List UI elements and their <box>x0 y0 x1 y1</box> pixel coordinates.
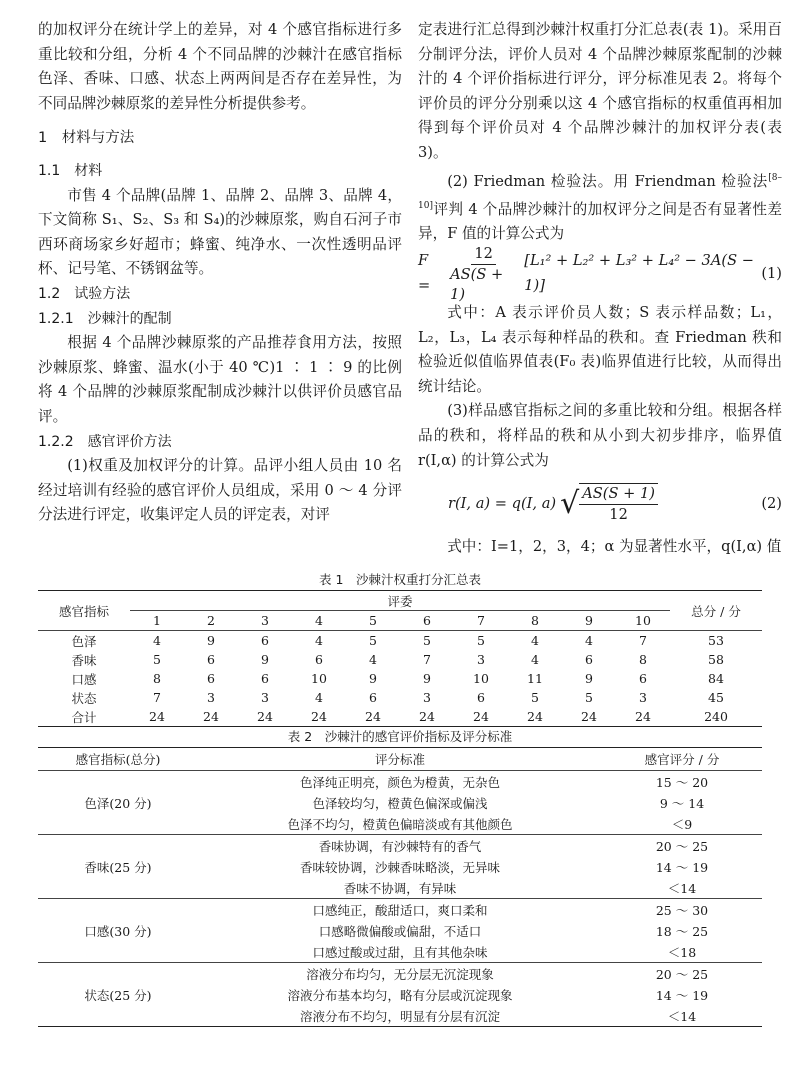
score-cell: 4 <box>315 690 323 705</box>
standard-cell: 香味较协调，沙棘香味略淡，无异味 <box>299 859 500 875</box>
score-cell: 24 <box>365 709 381 724</box>
formula-1 <box>418 244 782 303</box>
score-cell: 6 <box>639 671 647 686</box>
total-cell: 58 <box>708 652 724 667</box>
judge-number: 1 <box>130 611 184 631</box>
score-cell: 10 <box>311 671 327 686</box>
score-cell: 24 <box>203 709 219 724</box>
score-cell: 24 <box>419 709 435 724</box>
score-cell: 3 <box>261 690 269 705</box>
score-cell: 11 <box>527 671 543 686</box>
formula-2-numerator: AS(S + 1) <box>579 484 658 505</box>
score-range-cell: 25 ～ 30 <box>655 902 709 918</box>
formula-2-number: (2) <box>761 494 782 512</box>
formula-1-denominator: AS(S + 1) <box>450 265 504 303</box>
standard-cell: 溶液分布基本均匀，略有分层或沉淀现象 <box>287 987 513 1003</box>
standard-cell: 香味不协调，有异味 <box>198 877 602 899</box>
judge-number: 7 <box>454 611 508 631</box>
right-column <box>418 18 782 560</box>
table-row <box>38 963 762 985</box>
score-cell: 3 <box>477 652 485 667</box>
table-row <box>38 771 762 793</box>
score-cell: 4 <box>315 633 323 648</box>
table-1-header-row <box>38 591 762 611</box>
judge-number: 6 <box>400 611 454 631</box>
formula-1-fraction <box>447 244 520 305</box>
score-cell: 6 <box>585 652 593 667</box>
score-cell: 6 <box>477 690 485 705</box>
formula-2-denominator: 12 <box>609 506 628 524</box>
score-cell: 5 <box>369 633 377 648</box>
group-indicator: 香味(25 分) <box>38 835 198 899</box>
score-range-cell: 20 ～ 25 <box>655 966 709 982</box>
score-cell: 9 <box>369 671 377 686</box>
score-range-cell: ＜14 <box>602 877 762 899</box>
judge-number: 9 <box>562 611 616 631</box>
score-cell: 6 <box>369 690 377 705</box>
group-indicator: 状态(25 分) <box>84 987 152 1003</box>
multiple-comparison-paragraph: (3)样品感官指标之间的多重比较和分组。根据各样品的秩和，将样品的秩和从小到大初步排序，临界值 r(I,α) 的计算公式为 <box>418 402 782 469</box>
table-row <box>38 631 762 651</box>
table-row <box>38 707 762 727</box>
score-cell: 9 <box>261 652 269 667</box>
table-1-total-header: 总分 / 分 <box>670 591 762 631</box>
score-cell: 6 <box>207 652 215 667</box>
formula-2-lhs: r(I, a) = q(I, a) <box>448 494 557 512</box>
table-1 <box>38 590 762 727</box>
score-cell: 7 <box>153 690 161 705</box>
formula-2-fraction <box>579 483 658 525</box>
total-cell: 53 <box>708 633 724 648</box>
score-cell: 4 <box>369 652 377 667</box>
table-row <box>38 650 762 669</box>
score-range-cell: 14 ～ 19 <box>655 859 709 875</box>
total-cell: 84 <box>708 671 724 686</box>
score-cell: 24 <box>257 709 273 724</box>
intro-paragraph: 的加权评分在统计学上的差异，对 4 个感官指标进行多重比较和分组，分析 4 个不同品牌的沙棘汁在感官指标色泽、香味、口感、状态上两两间是否存在差异性，为不同品牌沙棘原浆的差异性分析提供参考。 <box>38 21 402 112</box>
table-1-judge-number-row <box>38 611 762 631</box>
row-indicator: 香味 <box>71 652 97 668</box>
score-range-cell: 9 ～ 14 <box>659 795 705 811</box>
friedman-text-pre: (2) Friedman 检验法。用 Friendman 检验法 <box>447 172 769 190</box>
judge-number: 8 <box>508 611 562 631</box>
standard-cell: 溶液分布不均匀，明显有分层有沉淀 <box>299 1008 500 1024</box>
group-indicator: 口感(30 分) <box>38 899 198 963</box>
formula-2 <box>418 477 782 531</box>
score-cell: 24 <box>311 709 327 724</box>
score-cell: 5 <box>153 652 161 667</box>
score-range-cell: ＜18 <box>602 941 762 963</box>
table-2-caption: 表 2 沙棘汁的感官评价指标及评分标准 <box>287 729 513 744</box>
score-cell: 24 <box>527 709 543 724</box>
judge-number: 5 <box>346 611 400 631</box>
total-cell: 240 <box>704 709 728 724</box>
formula-1-number: (1) <box>761 264 782 282</box>
row-indicator: 口感 <box>71 671 97 687</box>
table-1-indicator-header: 感官指标 <box>38 591 130 631</box>
table-2-indicator-header: 感官指标(总分) <box>38 748 198 771</box>
left-column <box>38 18 402 528</box>
citation-ref: [8–10] <box>418 172 782 212</box>
formula-1-bracket: [L₁² + L₂² + L₃² + L₄² − 3A(S − 1)] <box>524 252 754 295</box>
score-cell: 24 <box>473 709 489 724</box>
score-cell: 24 <box>581 709 597 724</box>
judge-number: 10 <box>616 611 670 631</box>
standard-cell: 色泽较均匀，橙黄色偏深或偏浅 <box>312 795 488 811</box>
total-cell: 45 <box>708 690 724 705</box>
table-1-judges-header: 评委 <box>130 591 670 611</box>
score-range-cell: 18 ～ 25 <box>655 923 709 939</box>
score-cell: 6 <box>207 671 215 686</box>
row-indicator: 色泽 <box>71 633 97 649</box>
standard-cell: 溶液分布均匀，无分层无沉淀现象 <box>306 966 494 982</box>
score-range-cell: ＜14 <box>667 1008 697 1024</box>
score-cell: 4 <box>585 633 593 648</box>
table-2 <box>38 747 762 1027</box>
score-cell: 4 <box>531 652 539 667</box>
score-cell: 10 <box>473 671 489 686</box>
judge-number: 2 <box>184 611 238 631</box>
score-cell: 9 <box>585 671 593 686</box>
score-range-cell: 20 ～ 25 <box>655 838 709 854</box>
score-cell: 8 <box>153 671 161 686</box>
score-cell: 5 <box>531 690 539 705</box>
score-cell: 5 <box>423 633 431 648</box>
preparation-paragraph: 根据 4 个品牌沙棘原浆的产品推荐食用方法，按照沙棘原浆、蜂蜜、温水(小于 40 ℃)1 ∶ 1 ∶ 9 的比例将 4 个品牌的沙棘原浆配制成沙棘汁以供评价员感官品评。 <box>38 334 402 425</box>
score-range-cell: 15 ～ 20 <box>655 774 709 790</box>
score-cell: 8 <box>639 652 647 667</box>
standard-cell: 色泽纯正明亮，颜色为橙黄，无杂色 <box>299 774 500 790</box>
standard-cell: 香味协调，有沙棘特有的香气 <box>318 838 482 854</box>
standard-cell: 口感过酸或过甜，且有其他杂味 <box>198 941 602 963</box>
table-2-body <box>38 771 762 1027</box>
score-cell: 6 <box>261 633 269 648</box>
score-cell: 24 <box>635 709 651 724</box>
table-2-standard-header: 评分标准 <box>198 748 602 771</box>
table-row <box>38 899 762 921</box>
table-1-body <box>38 631 762 727</box>
score-range-cell: 14 ～ 19 <box>655 987 709 1003</box>
standard-cell: 口感略微偏酸或偏甜，不适口 <box>318 923 482 939</box>
standard-cell: 口感纯正，酸甜适口，爽口柔和 <box>312 902 488 918</box>
table-2-header-row <box>38 748 762 771</box>
subsection-heading-materials: 1.1 材料 <box>38 162 103 179</box>
friedman-paragraph <box>418 166 782 248</box>
score-cell: 9 <box>423 671 431 686</box>
table-1-caption: 表 1 沙棘汁权重打分汇总表 <box>319 572 481 587</box>
tables-area <box>38 570 762 1027</box>
variable-definition-paragraph: 式中：A 表示评价员人数；S 表示样品数；L₁，L₂，L₃，L₄ 表示每种样品的秩和。查 Friedman 秩和检验近似值临界值表(F₀ 表)临界值进行比较，从而得出统计结论。 <box>418 304 782 395</box>
table-2-score-header: 感官评分 / 分 <box>602 748 762 771</box>
score-cell: 9 <box>207 633 215 648</box>
score-cell: 5 <box>585 690 593 705</box>
score-range-cell: ＜9 <box>602 813 762 835</box>
score-cell: 5 <box>477 633 485 648</box>
subsubsection-heading-preparation: 1.2.1 沙棘汁的配制 <box>38 310 172 327</box>
score-cell: 4 <box>531 633 539 648</box>
formula-2-explanation: 式中：I=1，2，3，4；α 为显著性水平，q(I,α) 值 <box>447 538 782 556</box>
score-cell: 3 <box>423 690 431 705</box>
score-cell: 6 <box>261 671 269 686</box>
row-indicator: 状态 <box>71 690 97 706</box>
table-row <box>38 688 762 707</box>
sqrt-symbol: √ <box>560 486 580 522</box>
subsection-heading-test-method: 1.2 试验方法 <box>38 285 131 302</box>
materials-paragraph: 市售 4 个品牌(品牌 1、品牌 2、品牌 3、品牌 4，下文简称 S₁、S₂、S₃ 和 S₄)的沙棘原浆，购自石河子市西环商场家乡好超市；蜂蜜、纯净水、一次性透明品评杯、记号笔、不锈钢盆等。 <box>38 186 402 278</box>
friedman-text-post: 评判 4 个品牌沙棘汁的加权评分之间是否有显著性差异，F 值的计算公式为 <box>418 200 782 243</box>
subsubsection-heading-evaluation: 1.2.2 感官评价方法 <box>38 433 172 450</box>
standard-cell: 色泽不均匀，橙黄色偏暗淡或有其他颜色 <box>198 813 602 835</box>
score-cell: 7 <box>423 652 431 667</box>
score-cell: 4 <box>153 633 161 648</box>
weighting-paragraph: (1)权重及加权评分的计算。品评小组人员由 10 名经过培训有经验的感官评价人员组成，采用 0 ～ 4 分评分法进行评定，收集评定人员的评定表，对评 <box>38 457 402 524</box>
formula-1-numerator: 12 <box>471 244 496 265</box>
group-indicator: 色泽(20 分) <box>38 771 198 835</box>
score-cell: 24 <box>149 709 165 724</box>
row-indicator: 合计 <box>71 709 97 725</box>
formula-1-lhs: F = <box>418 252 431 295</box>
judge-number: 4 <box>292 611 346 631</box>
formula-2-sqrt <box>560 483 658 525</box>
score-cell: 7 <box>639 633 647 648</box>
score-cell: 3 <box>207 690 215 705</box>
judge-number: 3 <box>238 611 292 631</box>
table-row <box>38 835 762 857</box>
score-cell: 3 <box>639 690 647 705</box>
table-row <box>38 669 762 688</box>
section-heading-methods: 1 材料与方法 <box>38 130 135 147</box>
score-cell: 6 <box>315 652 323 667</box>
summary-paragraph: 定表进行汇总得到沙棘汁权重打分汇总表(表 1)。采用百分制评分法，评价人员对 4 个品牌沙棘原浆配制的沙棘汁的 4 个评价指标进行评分，评分标准见表 2。将每个评价员的评分分别乘以这 4 个感官指标的权重值再相加得到每个评价员对 4 个品牌沙棘汁的加权评分表(表 3)。 <box>418 21 782 161</box>
